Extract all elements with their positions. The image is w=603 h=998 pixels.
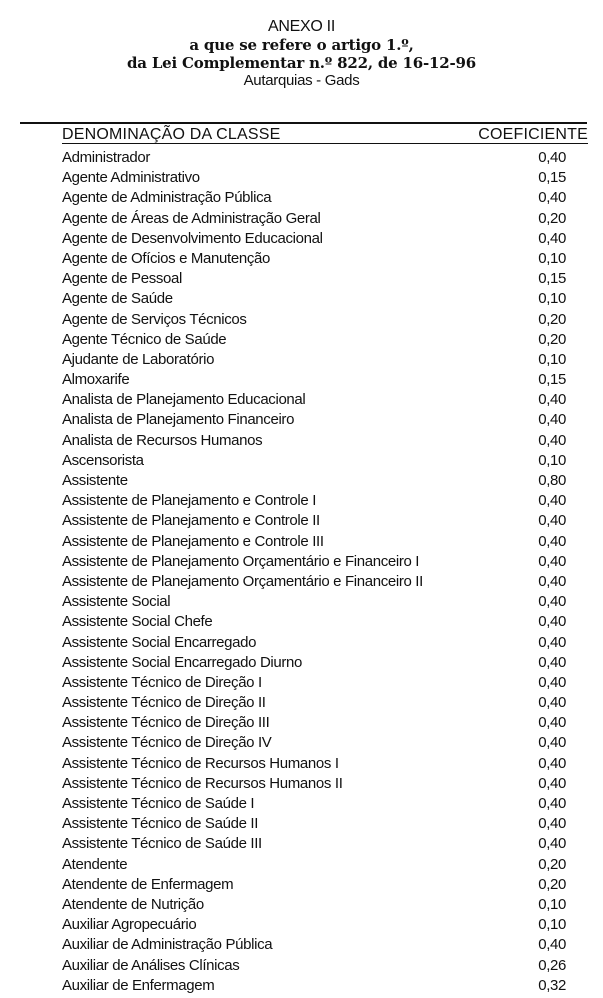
coefficient-value: 0,40 (538, 512, 566, 530)
class-table (62, 148, 566, 996)
class-name: Almoxarife (62, 371, 130, 389)
class-name: Ajudante de Laboratório (62, 350, 215, 368)
coefficient-value: 0,20 (538, 330, 566, 348)
class-name: Assistente de Planejamento e Controle I (62, 492, 317, 510)
coefficient-value: 0,10 (538, 916, 566, 934)
class-name: Assistente Técnico de Direção IV (62, 734, 272, 752)
table-row (62, 148, 566, 168)
table-row (62, 733, 566, 753)
class-name: Administrador (62, 149, 150, 166)
table-row (62, 330, 566, 350)
coefficient-value: 0,40 (538, 149, 566, 166)
class-name: Assistente Social Encarregado (62, 633, 257, 651)
coefficient-value: 0,26 (538, 956, 566, 974)
coefficient-value: 0,40 (538, 795, 566, 812)
coefficient-value: 0,10 (538, 895, 566, 913)
coefficient-value: 0,40 (538, 189, 566, 207)
table-row (62, 491, 566, 511)
coefficient-value: 0,40 (538, 835, 566, 853)
class-name: Assistente de Planejamento Orçamentário e Financeiro II (62, 572, 423, 590)
class-name: Agente de Ofícios e Manutenção (62, 249, 270, 267)
coefficient-value: 0,40 (538, 734, 566, 752)
coefficient-value: 0,40 (538, 815, 566, 833)
table-row (62, 612, 566, 632)
coefficient-value: 0,15 (538, 169, 566, 187)
table-row (62, 653, 566, 673)
table-header (62, 125, 588, 145)
class-name: Ascensorista (62, 451, 144, 469)
table-row (62, 592, 566, 612)
table-row (62, 532, 566, 552)
table-row (62, 229, 566, 249)
class-name: Auxiliar de Análises Clínicas (62, 956, 240, 974)
class-name: Assistente Social (62, 593, 171, 611)
class-name: Agente Técnico de Saúde (62, 330, 227, 348)
table-row (62, 794, 566, 814)
coefficient-value: 0,10 (538, 451, 566, 469)
table-row (62, 774, 566, 794)
table-row (62, 875, 566, 895)
class-name: Assistente Técnico de Direção II (62, 694, 266, 712)
section-subtitle: Autarquias - Gads (243, 72, 360, 89)
law-reference: da Lei Complementar n.º 822, de 16-12-96 (126, 54, 476, 72)
coefficient-value: 0,15 (538, 371, 566, 389)
coefficient-value: 0,20 (538, 209, 566, 227)
coefficient-value: 0,40 (538, 754, 566, 772)
class-name: Assistente Técnico de Recursos Humanos I (62, 754, 339, 772)
class-name: Assistente Técnico de Saúde II (62, 815, 259, 833)
coefficient-value: 0,15 (538, 270, 566, 288)
table-row (62, 693, 566, 713)
coefficient-value: 0,40 (538, 774, 566, 792)
table-row (62, 713, 566, 733)
coefficient-value: 0,40 (538, 714, 566, 732)
class-name: Auxiliar de Administração Pública (62, 936, 273, 954)
coefficient-value: 0,40 (538, 694, 566, 712)
table-row (62, 188, 566, 208)
table-row (62, 370, 566, 390)
class-name: Agente de Desenvolvimento Educacional (62, 229, 323, 247)
coefficient-value: 0,20 (538, 855, 566, 873)
table-row (62, 915, 566, 935)
table-row (62, 814, 566, 834)
table-row (62, 633, 566, 653)
coefficient-value: 0,40 (538, 532, 566, 550)
class-name: Agente de Serviços Técnicos (62, 310, 247, 328)
class-name: Auxiliar Agropecuário (62, 916, 197, 934)
class-name: Assistente Técnico de Recursos Humanos II (62, 774, 343, 792)
class-name: Assistente de Planejamento e Controle III (62, 532, 324, 550)
table-row (62, 168, 566, 188)
table-row (62, 431, 566, 451)
class-name: Assistente Social Chefe (62, 613, 213, 631)
coefficient-value: 0,20 (538, 310, 566, 328)
coefficient-value: 0,20 (538, 875, 566, 893)
class-name: Assistente de Planejamento Orçamentário e Financeiro I (62, 552, 420, 570)
coefficient-value: 0,40 (538, 673, 566, 691)
table-row (62, 754, 566, 774)
class-name: Assistente de Planejamento e Controle II (62, 512, 320, 530)
table-row (62, 895, 566, 915)
top-rule (20, 122, 587, 124)
coefficient-value: 0,40 (538, 572, 566, 590)
annex-title: ANEXO II (268, 18, 335, 35)
class-name: Agente de Pessoal (62, 270, 182, 288)
table-row (62, 390, 566, 410)
document-header (0, 18, 603, 90)
class-name: Agente de Saúde (62, 290, 173, 308)
class-name: Atendente (62, 855, 128, 873)
coefficient-value: 0,80 (538, 472, 566, 489)
table-row (62, 673, 566, 693)
coefficient-value: 0,40 (538, 613, 566, 631)
table-row (62, 350, 566, 370)
class-name: Analista de Planejamento Financeiro (62, 411, 295, 429)
column-header-coefficient: COEFICIENTE (478, 126, 588, 143)
table-row (62, 855, 566, 875)
table-row (62, 572, 566, 592)
class-name: Agente de Administração Pública (62, 189, 272, 207)
coefficient-value: 0,10 (538, 290, 566, 308)
class-name: Assistente Técnico de Saúde I (62, 795, 255, 812)
class-name: Atendente de Nutrição (62, 895, 204, 913)
class-name: Assistente Técnico de Saúde III (62, 835, 262, 853)
class-name: Analista de Recursos Humanos (62, 431, 263, 449)
coefficient-value: 0,40 (538, 593, 566, 611)
coefficient-value: 0,40 (538, 936, 566, 954)
coefficient-value: 0,40 (538, 492, 566, 510)
coefficient-value: 0,40 (538, 633, 566, 651)
table-row (62, 976, 566, 996)
class-name: Atendente de Enfermagem (62, 875, 234, 893)
table-row (62, 209, 566, 229)
table-row (62, 249, 566, 269)
table-row (62, 451, 566, 471)
coefficient-value: 0,32 (538, 976, 566, 994)
table-row (62, 310, 566, 330)
coefficient-value: 0,10 (538, 249, 566, 267)
table-row (62, 289, 566, 309)
table-row (62, 410, 566, 430)
class-name: Analista de Planejamento Educacional (62, 391, 306, 409)
table-row (62, 834, 566, 854)
class-name: Agente de Áreas de Administração Geral (62, 209, 321, 227)
coefficient-value: 0,40 (538, 411, 566, 429)
coefficient-value: 0,40 (538, 431, 566, 449)
class-name: Auxiliar de Enfermagem (62, 976, 215, 994)
class-name: Assistente Técnico de Direção III (62, 714, 270, 732)
coefficient-value: 0,40 (538, 552, 566, 570)
table-row (62, 269, 566, 289)
table-row (62, 511, 566, 531)
class-name: Assistente (62, 472, 128, 489)
header-underline (62, 143, 588, 144)
coefficient-value: 0,40 (538, 653, 566, 671)
coefficient-value: 0,10 (538, 350, 566, 368)
table-row (62, 935, 566, 955)
class-name: Assistente Social Encarregado Diurno (62, 653, 303, 671)
article-reference: a que se refere o artigo 1.º, (189, 36, 414, 54)
coefficient-value: 0,40 (538, 391, 566, 409)
class-name: Agente Administrativo (62, 169, 200, 187)
class-name: Assistente Técnico de Direção I (62, 673, 262, 691)
table-row (62, 552, 566, 572)
coefficient-value: 0,40 (538, 229, 566, 247)
table-row (62, 956, 566, 976)
table-row (62, 471, 566, 491)
column-header-class-name: DENOMINAÇÃO DA CLASSE (62, 126, 281, 143)
